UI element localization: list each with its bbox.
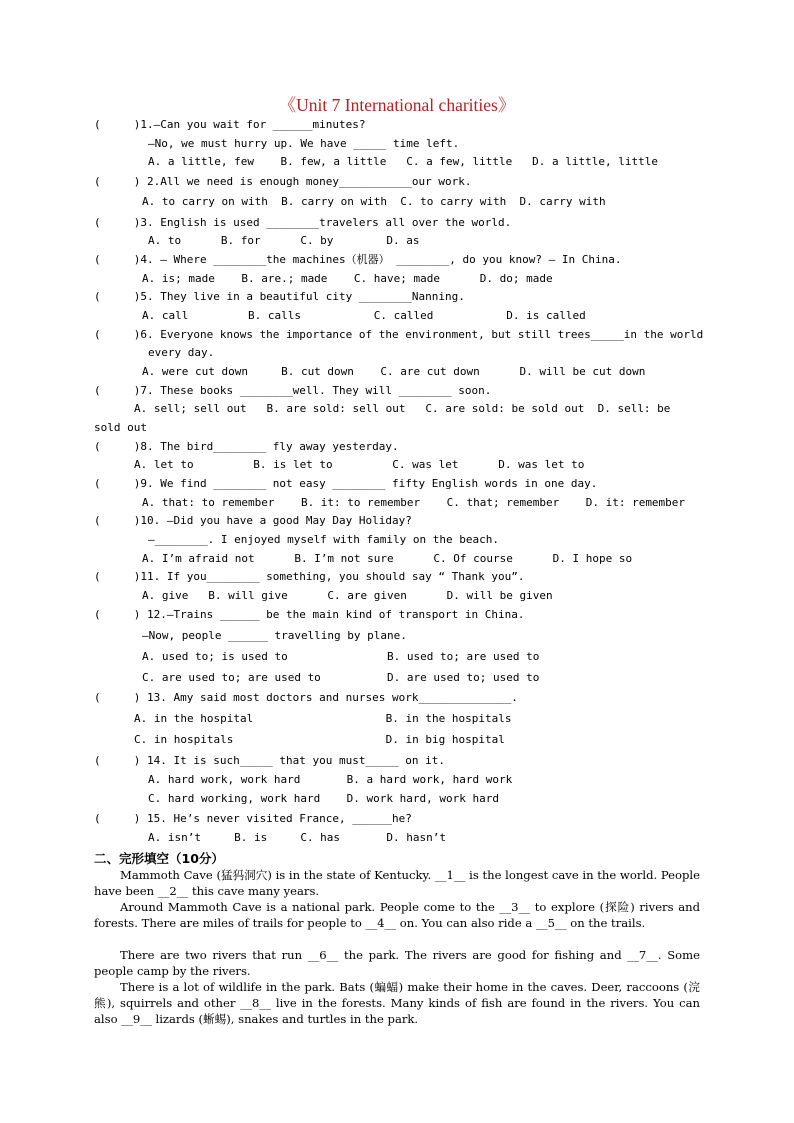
question-8-options: A. let to B. is let to C. was let D. was let to xyxy=(134,458,585,471)
question-1-stem: ( )1.—Can you wait for ______minutes? xyxy=(94,118,366,131)
cloze-paragraph-4: There is a lot of wildlife in the park. Bats (蝙蝠) make their home in the caves. Deer, raccoons (浣熊), squirrels and other __8__ live in the forests. Many kinds of fish are found in the rivers. You can also __9__ lizards (蜥蜴), snakes and turtles in the park. xyxy=(94,980,700,1026)
section-2-heading: 二、完形填空（10分） xyxy=(94,851,224,866)
question-11-options: A. give B. will give C. are given D. will be given xyxy=(142,589,553,602)
question-6-continuation: every day. xyxy=(148,346,215,359)
cloze-paragraph-3: There are two rivers that run __6__ the park. The rivers are good for fishing and __7__. Some people camp by the rivers. xyxy=(94,948,700,978)
question-1-reply: —No, we must hurry up. We have _____ time left. xyxy=(148,137,460,150)
question-14-options-ab: A. hard work, work hard B. a hard work, hard work xyxy=(148,773,513,786)
question-9-stem: ( )9. We find ________ not easy ________ fifty English words in one day. xyxy=(94,477,598,490)
question-4-options: A. is; made B. are.; made C. have; made D. do; made xyxy=(142,272,553,285)
question-6-stem: ( )6. Everyone knows the importance of the environment, but still trees_____in the world xyxy=(94,328,704,341)
question-4-stem: ( )4. — Where ________the machines（机器） ________, do you know? — In China. xyxy=(94,253,622,266)
question-12-options-cd: C. are used to; are used to D. are used to; used to xyxy=(142,671,540,684)
question-7-options-wrap: sold out xyxy=(94,421,147,434)
question-7-options: A. sell; sell out B. are sold: sell out C. are sold: be sold out D. sell: be xyxy=(134,402,671,415)
question-10-options: A. I’m afraid not B. I’m not sure C. Of course D. I hope so xyxy=(142,552,633,565)
question-7-stem: ( )7. These books ________well. They will ________ soon. xyxy=(94,384,492,397)
question-2-stem: ( ) 2.All we need is enough money___________our work. xyxy=(94,175,472,188)
question-14-options-cd: C. hard working, work hard D. work hard, work hard xyxy=(148,792,499,805)
question-2-options: A. to carry on with B. carry on with C. to carry with D. carry with xyxy=(142,195,606,208)
question-13-stem: ( ) 13. Amy said most doctors and nurses work______________. xyxy=(94,691,518,704)
question-6-options: A. were cut down B. cut down C. are cut down D. will be cut down xyxy=(142,365,646,378)
question-3-options: A. to B. for C. by D. as xyxy=(148,234,420,247)
question-13-options-cd: C. in hospitals D. in big hospital xyxy=(134,733,505,746)
question-14-stem: ( ) 14. It is such_____ that you must_____ on it. xyxy=(94,754,445,767)
question-8-stem: ( )8. The bird________ fly away yesterday. xyxy=(94,440,399,453)
cloze-paragraph-2: Around Mammoth Cave is a national park. People come to the __3__ to explore (探险) rivers and forests. There are miles of trails for people to __4__ on. You can also ride a __5__ on the trails. xyxy=(94,900,700,930)
question-3-stem: ( )3. English is used ________travelers all over the world. xyxy=(94,216,512,229)
question-10-reply: —________. I enjoyed myself with family on the beach. xyxy=(148,533,499,546)
question-15-stem: ( ) 15. He’s never visited France, ______he? xyxy=(94,812,412,825)
question-12-options-ab: A. used to; is used to B. used to; are used to xyxy=(142,650,540,663)
question-11-stem: ( )11. If you________ something, you should say “ Thank you”. xyxy=(94,570,525,583)
question-13-options-ab: A. in the hospital B. in the hospitals xyxy=(134,712,512,725)
question-12-reply: —Now, people ______ travelling by plane. xyxy=(142,629,407,642)
question-5-stem: ( )5. They live in a beautiful city ________Nanning. xyxy=(94,290,465,303)
cloze-paragraph-1: Mammoth Cave (猛犸洞穴) is in the state of Kentucky. __1__ is the longest cave in the world. People have been __2__ this cave many years. xyxy=(94,868,700,898)
question-1-options: A. a little, few B. few, a little C. a few, little D. a little, little xyxy=(148,155,658,168)
question-5-options: A. call B. calls C. called D. is called xyxy=(142,309,586,322)
question-9-options: A. that: to remember B. it: to remember C. that; remember D. it: remember xyxy=(142,496,686,509)
question-12-stem: ( ) 12.—Trains ______ be the main kind of transport in China. xyxy=(94,608,525,621)
question-15-options: A. isn’t B. is C. has D. hasn’t xyxy=(148,831,447,844)
worksheet-title: 《Unit 7 International charities》 xyxy=(278,95,516,115)
question-10-stem: ( )10. —Did you have a good May Day Holiday? xyxy=(94,514,412,527)
